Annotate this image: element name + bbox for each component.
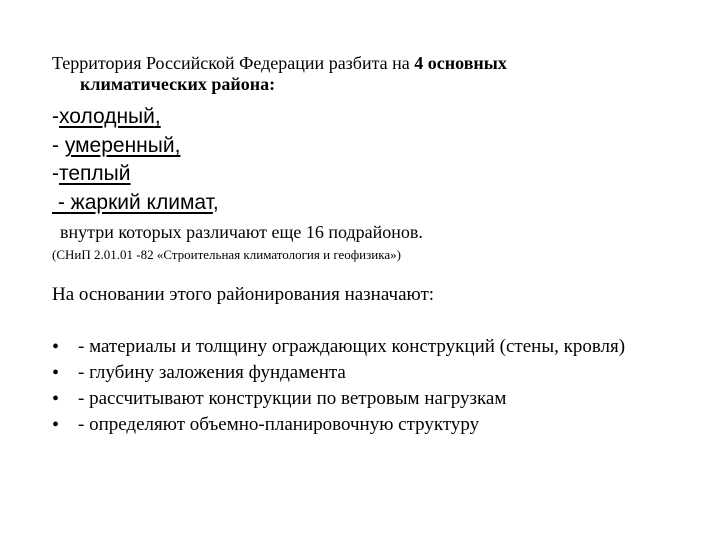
basis-heading: На основании этого районирования назначают: [52, 284, 435, 305]
intro-text: Территория Российской Федерации разбита на [52, 53, 415, 73]
zone-hot-word: жаркий климат [70, 191, 213, 214]
zone-moderate-word: умеренный [64, 134, 175, 157]
zone-hot: - жаркий климат, [52, 191, 219, 214]
zone-moderate: - умеренный, [52, 134, 181, 157]
list-item: • - определяют объемно-планировочную структуру [52, 414, 480, 436]
bullet-list [52, 336, 672, 440]
intro-bold-count: 4 основных [414, 53, 507, 73]
bullet-icon: • [52, 388, 60, 410]
subdistricts-text: внутри которых различают еще 16 подрайонов. [60, 222, 423, 242]
zone-warm-word: теплый [59, 162, 131, 185]
bullet-icon: • [52, 362, 60, 384]
list-item: • - рассчитывают конструкции по ветровым нагрузкам [52, 388, 507, 410]
intro-paragraph [52, 53, 692, 95]
bullet-icon: • [52, 414, 60, 436]
list-item: • - глубину заложения фундамента [52, 362, 346, 384]
list-item: • - материалы и толщину ограждающих конструкций (стены, кровля) [52, 336, 626, 358]
zone-warm: -теплый [52, 162, 131, 185]
intro-bold-line2: климатических района: [80, 74, 276, 94]
zone-cold: -холодный, [52, 105, 161, 128]
bullet-icon: • [52, 336, 60, 358]
snip-reference: (СНиП 2.01.01 -82 «Строительная климатология и геофизика») [52, 247, 401, 262]
zone-cold-word: холодный [59, 105, 155, 128]
